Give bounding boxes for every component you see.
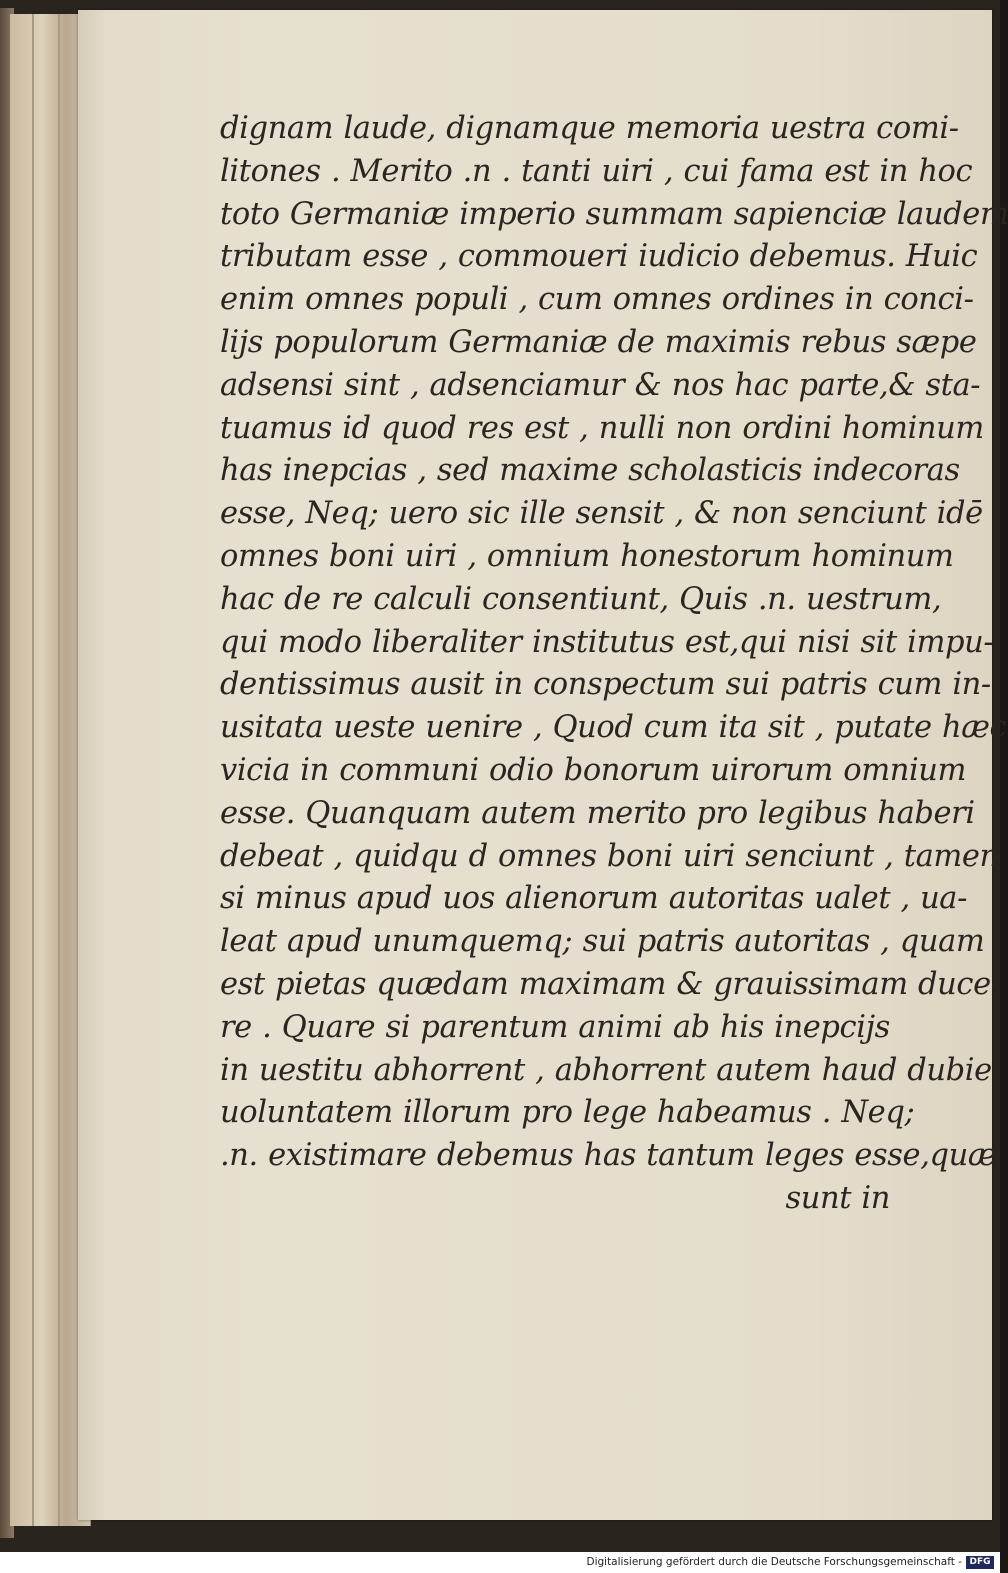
page-edge-line [58,14,60,1526]
text-line: in uestitu abhorrent , abhorrent autem haud dubie, [220,1052,1002,1088]
text-line: usitata ueste uenire , Quod cum ita sit , putate hæc [220,710,1007,746]
funding-credit: Digitalisierung gefördert durch die Deutsche Forschungsgemeinschaft - [586,1556,962,1568]
text-line: dignam laude, dignamque memoria uestra comi- [220,111,959,146]
text-line: toto Germaniæ imperio summam sapienciæ laudem [220,196,1008,232]
text-line: dentissimus ausit in conspectum sui patris cum in- [220,667,991,703]
text-line: est pietas quædam maximam & grauissimam duce- [220,966,1001,1002]
text-line: debeat , quidqu d omnes boni uiri senciunt , tamen [220,838,999,874]
text-line: re . Quare si parentum animi ab his inepcijs [220,1009,890,1045]
text-line: vicia in communi odio bonorum uirorum omnium [220,752,967,788]
text-line: .n. existimare debemus has tantum leges esse,quæ [220,1138,997,1174]
digitization-footer [0,1552,1000,1573]
text-line: adsensi sint , adsenciamur & nos hac parte,& sta- [220,367,981,403]
text-line: leat apud unumquemq; sui patris autoritas , quam [220,924,985,960]
text-line: tuamus id quod res est , nulli non ordini hominum [220,410,984,446]
page-edge-line [32,14,34,1526]
text-line: hac de re calculi consentiunt, Quis .n. uestrum, [220,581,942,617]
text-line: tributam esse , commoueri iudicio debemus. Huic [220,239,978,275]
text-line: has inepcias , sed maxime scholasticis indecoras [220,453,960,489]
text-line: si minus apud uos alienorum autoritas ualet , ua- [220,881,967,917]
text-line: lijs populorum Germaniæ de maximis rebus sæpe [220,324,977,360]
text-line: omnes boni uiri , omnium honestorum hominum [220,538,954,574]
page-text [220,108,1008,1221]
text-line: qui modo liberaliter institutus est,qui nisi sit impu- [220,624,994,660]
catchword: sunt in [785,1180,890,1216]
text-line: litones . Merito .n . tanti uiri , cui fama est in hoc [220,153,973,189]
dfg-logo: DFG [966,1556,994,1569]
text-line: enim omnes populi , cum omnes ordines in conci- [220,282,974,318]
text-line: uoluntatem illorum pro lege habeamus . Neq; [220,1095,915,1131]
text-line: esse. Quanquam autem merito pro legibus haberi [220,795,975,831]
text-line: esse, Neq; uero sic ille sensit , & non senciunt idē [220,496,983,532]
